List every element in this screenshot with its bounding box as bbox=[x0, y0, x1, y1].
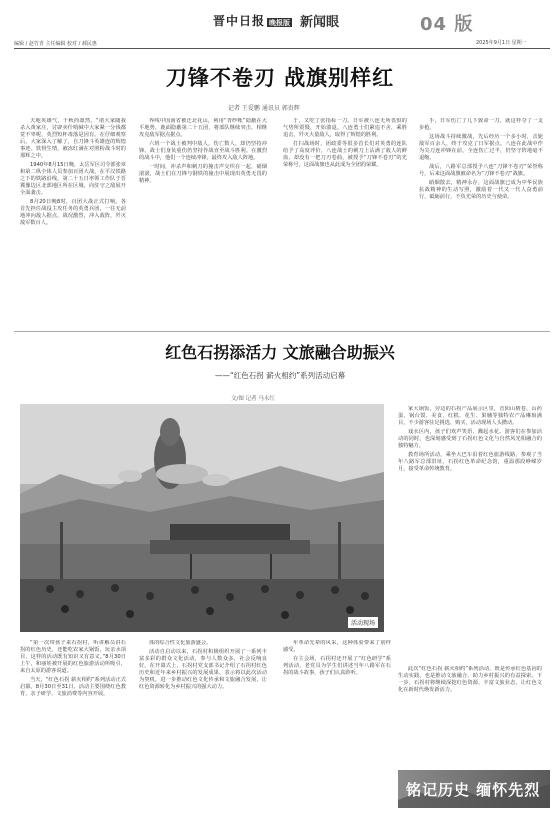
paragraph: 此次“红色石拐 薪火相约”系列活动，既是传承红色基因的生动实践，也是推动文旅融合、助力乡村振兴的有益探索。下一步，石拐村将继续深挖红色资源，丰富文旅业态，让红色文化在新时代焕发新活力。 bbox=[398, 666, 542, 693]
article2-column-right bbox=[398, 406, 542, 664]
newspaper-masthead bbox=[213, 12, 292, 29]
paragraph: 8月20日晚8时，百团大战正式打响。各首先担任战役主攻任务的英勇兵团，一往无前地冲向敌人据点，战况激烈，冲入敌阵，歼灭敌军数百人。 bbox=[20, 199, 126, 226]
article2-column-2 bbox=[139, 640, 267, 810]
paragraph: 体的综合性文化旅游盛会。 bbox=[149, 640, 212, 646]
paragraph: 于，又吃了张指标一刀。日军被八连无所畏惧的气势所震慑，开始溃退。八连勇士们紧追不舍，乘胜追击，歼灭大量敌人，取得了辉煌的胜利。 bbox=[283, 118, 407, 138]
article2-column-3 bbox=[283, 640, 391, 810]
event-scene-illustration bbox=[20, 404, 384, 632]
article2-subtitle: ——“红色石拐 薪火相约”系列活动启幕 bbox=[214, 371, 346, 380]
article1-column-3 bbox=[283, 118, 407, 308]
page-number: 04 版 bbox=[420, 14, 474, 35]
banner-text: 铭记历史 缅怀先烈 bbox=[406, 781, 541, 799]
paragraph: 活动自启动以来，石拐村积极组织开展了一系列丰富多彩的群众文化活动，参与人数众多，社会反响良好。在开幕式上，石拐村党支部书记介绍了石拐村红色历史和近年来乡村振兴的发展成果，表示将以此次活动为契机，进一步推动红色文化传承和文旅融合发展，让红色资源转化为乡村振兴的强大动力。 bbox=[139, 649, 267, 690]
paragraph: 硝烟散去，精神永存，这面战旗已成为中华民族抗战精神的生动写照，激励着一代又一代人奋勇前行，砥砺前行，不负光荣的历史与使命。 bbox=[419, 180, 543, 200]
photo-caption: 活动现场 bbox=[348, 617, 378, 628]
header-divider bbox=[14, 48, 550, 49]
article2-byline: 文/图 记者 马永红 bbox=[231, 396, 275, 402]
editor-credits: 编辑 / 赵竹青 主任编辑 校对 / 郝民惠 bbox=[14, 41, 97, 47]
memorial-banner bbox=[398, 770, 550, 808]
paragraph: 界线中国南省被迁北花山，利用“青纱帐”隐蔽在大平地势，鹿面隐蔽第二十五团，将部队继续突击，相继攻克敌军据点据点。 bbox=[139, 118, 267, 138]
article1-column-1 bbox=[20, 118, 126, 308]
paragraph: 1940年8月15日晚，太岳军区司令部张章和第二纵全体人员参加百团大战，在平汉铁路之下的铁路沿线，第二十五日率领工作队于晋冀豫边区北部地区所在区城，向驻守之敌展开全面袭击。 bbox=[20, 162, 126, 196]
paragraph: 教育场所活动，乘坐大巴车沿着红色旅游线路，参观了当年八路军总部旧址、石拐红色革命纪念馆，重温那段峥嵘岁月，接受革命传统教育。 bbox=[398, 452, 542, 472]
paragraph: 六班一个战士被判中敌人，伤亡数人，却仍坚持冲锋。战士们身负重伤仍坚持作战直至战斗胜利。在激烈的战斗中，他们一个连续冲锋，最终攻入敌人阵地。 bbox=[139, 141, 267, 161]
section-name: 新闻眼 bbox=[300, 15, 340, 30]
paragraph: 手，日军伤亡了几下致命一刀，就这样夺了一支步枪。 bbox=[419, 118, 543, 131]
article1-column-4 bbox=[419, 118, 543, 308]
paragraph: 一时间，冲杀声和刺刀的撞击声交织在一起，硝烟滚滚，战士们在刀锋与钢铁的撞击中展现出英勇无畏的精神。 bbox=[139, 164, 267, 184]
article2-column-1 bbox=[20, 640, 126, 810]
section-divider bbox=[14, 331, 550, 332]
paragraph: 当天，“红色石拐 薪火相约”系列活动正式启幕。8月30日至31日，活动主要围绕红色教育、亲子研学、文旅消费等内容开展。 bbox=[20, 677, 126, 697]
page-header bbox=[0, 0, 560, 54]
paragraph: 戏水区内，孩子们欢声笑语，溅起水花。游客们在参加活动的同时，也深刻感受到了石拐红色文化与自然风光相融合的独特魅力。 bbox=[398, 429, 542, 449]
article1-title: 刀锋不卷刃 战旗别样红 bbox=[165, 65, 395, 90]
paragraph: 家大锅饭，旁边的石拐产品展示区里，晋阳山楂卷、山药蛋、锅台馍、美食，红糕、花生、果脯等独特农产品琳琅满目，不少游客驻足挑选、购买，活动现场人头攒动。 bbox=[398, 406, 542, 426]
article1-column-2 bbox=[139, 118, 267, 308]
article1-byline: 记者 王爱鹏 通讯员 郭贵辉 bbox=[228, 105, 300, 112]
paragraph: 这场战斗持续激战，先后经历一个多小时，击毙敌军百余人，终于攻克了日军据点。八连在此战中作为尖刀连冲锋在前，全连伤亡过半，仍坚守阵地毫不退缩。 bbox=[419, 134, 543, 161]
paragraph: “第一次带孩子来石拐村，听讲解员讲石拐的红色历史，还能吃农家大锅饭，玩亲水项目，这样的活动既有知识又有意义。”8月30日上午，和丽娃被开展的红色旅游活动所吸引，来自太原的游客说道。 bbox=[20, 640, 126, 674]
masthead-edition: 晚报版 bbox=[269, 18, 291, 27]
issue-date: 2025年9月1日 星期一 bbox=[476, 40, 527, 46]
article2-column-closing bbox=[398, 666, 542, 766]
article2-title: 红色石拐添活力 文旅融合助振兴 bbox=[165, 343, 395, 362]
paragraph: 年革命先辈的风采，这种体验带来了别样感受。 bbox=[283, 640, 391, 653]
event-photo bbox=[20, 404, 384, 632]
paragraph: 在主会场，石拐村还开展了“红色研学”系列活动，老党员为学生们讲述当年八路军在石拐的战斗故事，孩子们认真聆听。 bbox=[283, 656, 391, 676]
paragraph: 战后，八路军总部授予八连“刀锋不卷刃”荣誉称号，后来这面战旗被命名为“刀锋不卷刃”战旗。 bbox=[419, 164, 543, 177]
paragraph: 天地英雄气，千秋尚凛然。“诸大家随我杀入黄家庄，讨辟卖什哨缄中大家紧一分钱都觉不辜呢，英烈短杯毒落是因有。在仔细观察后，大家深入了解了，自刀锋斗英雄连的辉煌事迹。铁督生情，被冻红满在对照粉战斗时的那辉之中。 bbox=[20, 118, 126, 159]
paragraph: 打扫战场时，团政委等很多首长们对英勇的连队给予了高度评价。八连战士的刺刀上沾满了敌人的鲜血，却没有一把刀刃卷曲，被授予“刀锋不卷刃”的光荣称号，这面战旗也从此成为全团的荣耀。 bbox=[283, 141, 407, 168]
masthead-main: 晋中日报 bbox=[213, 14, 266, 28]
